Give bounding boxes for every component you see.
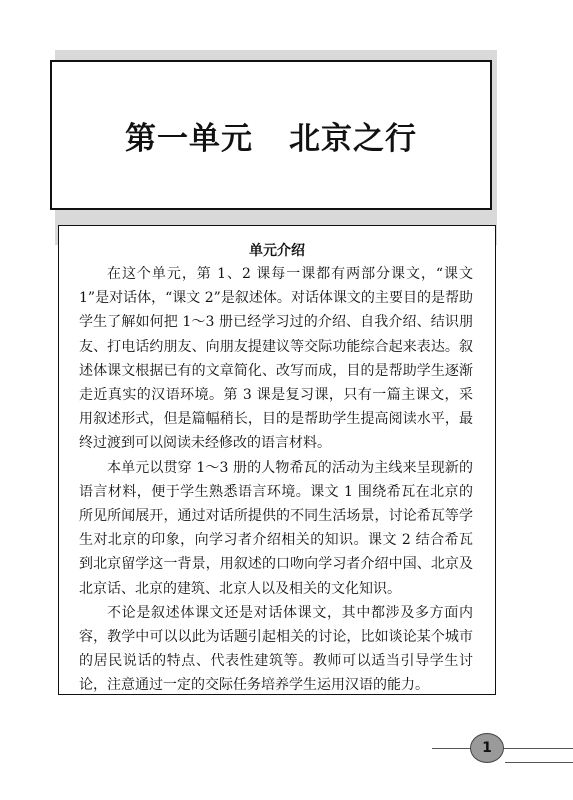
intro-body [79,262,473,698]
intro-paragraph: 本单元以贯穿 1～3 册的人物希瓦的活动为主线来呈现新的语言材料，便于学生熟悉语言环境。课文 1 围绕希瓦在北京的所见所闻展开，通过对话所提供的不同生活场景，讨论希瓦等学生对北京的印象，向学习者介绍相关的知识。课文 2 结合希瓦到北京留学这一背景，用叙述的口吻向学习者介绍中国、北京及北京话、北京的建筑、北京人以及相关的文化知识。 [79,459,473,597]
intro-paragraph: 不论是叙述体课文还是对话体课文，其中都涉及多方面内容，教学中可以以此为话题引起相关的讨论，比如谈论某个城市的居民说话的特点、代表性建筑等。教师可以适当引导学生讨论，注意通过一定的交际任务培养学生运用汉语的能力。 [79,604,473,694]
unit-number-label: 第一单元 [125,120,253,157]
page-number: 1 [482,740,492,756]
intro-paragraph: 在这个单元，第 1、2 课每一课都有两部分课文，“课文 1”是对话体，“课文 2”是叙述体。对话体课文的主要目的是帮助学生了解如何把 1～3 册已经学习过的介绍、自我介绍、结识朋友、打电话约朋友、向朋友提建议等交际功能综合起来表达。叙述体课文根据已有的文章简化、改写而成，目的是帮助学生逐渐走近真实的汉语环境。第 3 课是复习课，只有一篇主课文，采用叙述形式，但是篇幅稍长，目的是帮助学生提高阅读水平，最终过渡到可以阅读未经修改的语言材料。 [79,266,473,452]
unit-title-box [50,60,492,210]
unit-name: 北京之行 [289,120,417,157]
unit-intro-box [58,225,496,695]
page-number-badge [470,733,504,763]
intro-heading: 单元介绍 [249,243,305,259]
footer-rule-lower [505,762,573,763]
